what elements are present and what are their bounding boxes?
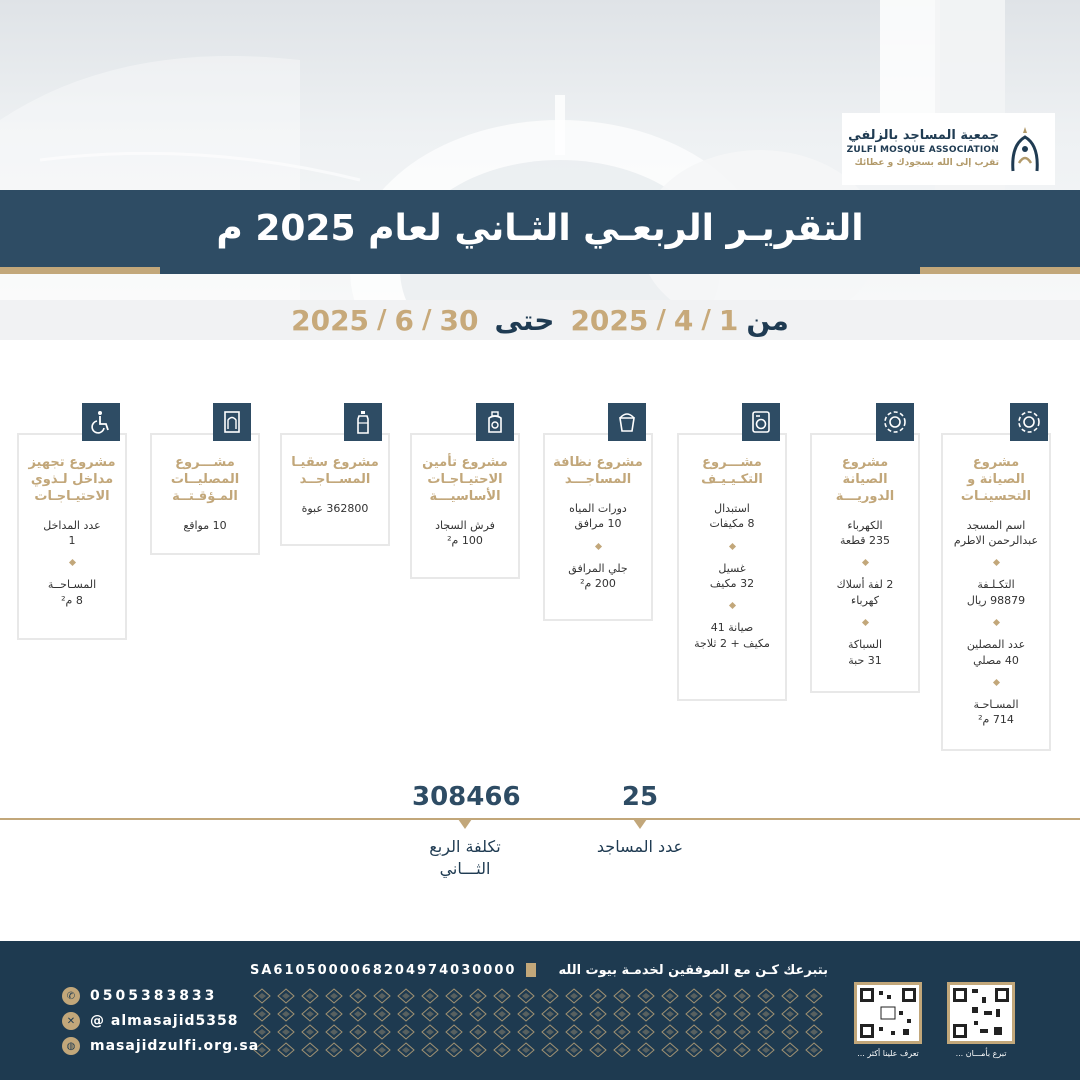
diamond-separator [594,543,601,550]
geometric-pattern [250,987,828,1057]
mosques-count-label: عدد المساجد [596,837,684,856]
project-line: استبدال [714,501,750,515]
period-to-label: حتى [494,303,555,337]
project-line: 2 لفة أسلاك [836,578,894,592]
period-from-month: 4 [673,303,694,337]
x-contact[interactable] [62,1012,239,1030]
org-name-en: ZULFI MOSQUE ASSOCIATION [846,145,999,156]
project-title: مشروع الصيانة الدوريـــة [835,455,895,504]
project-title: مشـــروع المصليــات المـؤقـتــة [170,455,240,504]
gold-marker-icon [526,963,536,977]
period-from-label: من [746,303,789,337]
footer [0,941,1080,1080]
org-tagline: تقرب إلى الله بسجودك و عطائك [854,158,999,169]
project-card-air-conditioning [677,433,787,701]
project-card-cleaning [543,433,653,621]
wheelchair-icon [82,403,120,441]
stats-divider [0,818,1080,820]
diamond-separator [68,559,75,566]
period-to-day: 30 [439,303,479,337]
project-title: مشروع تأمين الاحتيـاجـات الأساسيـــة [422,455,508,504]
qr-donate-label: تبرع بأمـــان ... [955,1049,1007,1058]
diamond-separator [728,543,735,550]
date-separator: / [377,305,387,335]
project-value: 31 حبة [848,653,882,667]
project-value: 235 قطعة [840,534,890,548]
project-value: 10 مواقع [183,518,227,532]
organization-logo [842,113,1055,185]
diamond-separator [992,619,999,626]
project-title: مشروع سقيـا المســاجــد [291,455,379,487]
project-value: 8 م² [61,593,83,607]
project-value: عبدالرحمن الاطرم [953,534,1039,548]
triangle-pointer-icon [458,819,472,829]
project-line: المسـاحـة [973,698,1019,712]
project-value: مكيف + 2 ثلاجة [694,636,770,650]
project-title: مشروع الصيانة و التحسينـات [960,455,1032,504]
project-card-periodic-maintenance [810,433,920,693]
phone-number: 0505383833 [90,988,218,1004]
gear-icon [876,403,914,441]
triangle-pointer-icon [633,819,647,829]
cost-label-line1: تكلفة الربع [429,837,501,856]
mosques-count: 25 [600,782,680,812]
date-separator: / [701,305,711,335]
donation-info [250,961,828,979]
report-period [0,300,1080,340]
project-line: عدد المصلين [966,638,1026,652]
report-title: التقريـر الربعـي الثـاني لعام 2025 م [216,208,864,249]
qr-code-donate[interactable] [947,982,1015,1044]
project-line: اسم المسجد [966,518,1026,532]
project-value: 98879 ريال [966,593,1026,607]
phone-icon: ✆ [62,987,80,1005]
washer-icon [742,403,780,441]
water-bottle-icon [344,403,382,441]
project-line: دورات المياه [569,501,627,515]
project-card-water-supply [280,433,390,546]
x-prefix: @ [90,1013,105,1029]
org-name-ar: جمعية المساجد بالزلفي [848,127,999,143]
project-line: الكهرباء [847,518,883,532]
x-icon: ✕ [62,1012,80,1030]
donate-text: بتبرعك كـن مع الموفقين لخدمـة بيوت الله [558,962,828,978]
detergent-icon [476,403,514,441]
project-title: مشـــروع التكـيـيـف [701,455,763,487]
period-from-year: 2025 [570,303,649,337]
iban-number[interactable]: SA6105000068204974030000 [250,962,517,978]
gear-icon [1010,403,1048,441]
title-accent-left [0,267,160,274]
project-value: 8 مكيفات [709,517,755,531]
project-line: المسـاحــة [47,578,97,592]
quarter-cost-label [400,836,530,881]
date-separator: / [656,305,666,335]
project-title: مشروع نظافة المساجـــد [553,455,643,487]
project-value: 32 مكيف [709,576,755,590]
bucket-icon [608,403,646,441]
project-card-maintenance-improvements [941,433,1051,751]
period-to-month: 6 [394,303,415,337]
mosque-logo-icon [1005,123,1045,175]
project-line: التكـلـفة [977,578,1015,592]
project-value: 1 [68,534,76,548]
project-card-accessibility-entrances [17,433,127,640]
project-value: 10 مرافق [574,517,622,531]
project-title: مشروع تجهيز مداخل لـذوي الاحتيـاجـات [28,455,116,504]
project-line: عدد المداخل [43,518,101,532]
diamond-separator [728,602,735,609]
quarter-cost: 308466 [404,782,526,812]
title-accent-right [920,267,1080,274]
diamond-separator [992,559,999,566]
project-card-temporary-prayer-areas [150,433,260,555]
diamond-separator [861,619,868,626]
project-value: 362800 عبوة [301,501,369,515]
project-line: فرش السجاد [435,518,495,532]
date-separator: / [422,305,432,335]
x-handle: almasajid5358 [110,1013,239,1029]
period-from-day: 1 [718,303,739,337]
title-band [0,190,1080,274]
project-value: 714 م² [978,713,1014,727]
cost-label-line2: الثـــاني [439,859,491,879]
phone-contact[interactable] [62,987,217,1005]
project-value: 100 م² [447,534,483,548]
website-contact[interactable] [62,1037,259,1055]
project-value: 200 م² [580,576,616,590]
project-line: صيانة 41 [710,621,754,635]
project-line: غسيل [718,561,746,575]
diamond-separator [992,679,999,686]
period-to-year: 2025 [291,303,370,337]
project-card-basic-needs [410,433,520,579]
project-line: جلي المرافق [568,561,628,575]
qr-about-label: تعرف علينا أكثر ... [857,1049,919,1058]
project-line: السباكة [847,638,883,652]
project-value: 40 مصلي [973,653,1019,667]
diamond-separator [861,559,868,566]
website-url: masajidzulfi.org.sa [90,1038,260,1054]
prayer-mat-icon [213,403,251,441]
globe-icon: ◍ [62,1037,80,1055]
qr-code-about[interactable] [854,982,922,1044]
project-value: كهرباء [851,593,879,607]
